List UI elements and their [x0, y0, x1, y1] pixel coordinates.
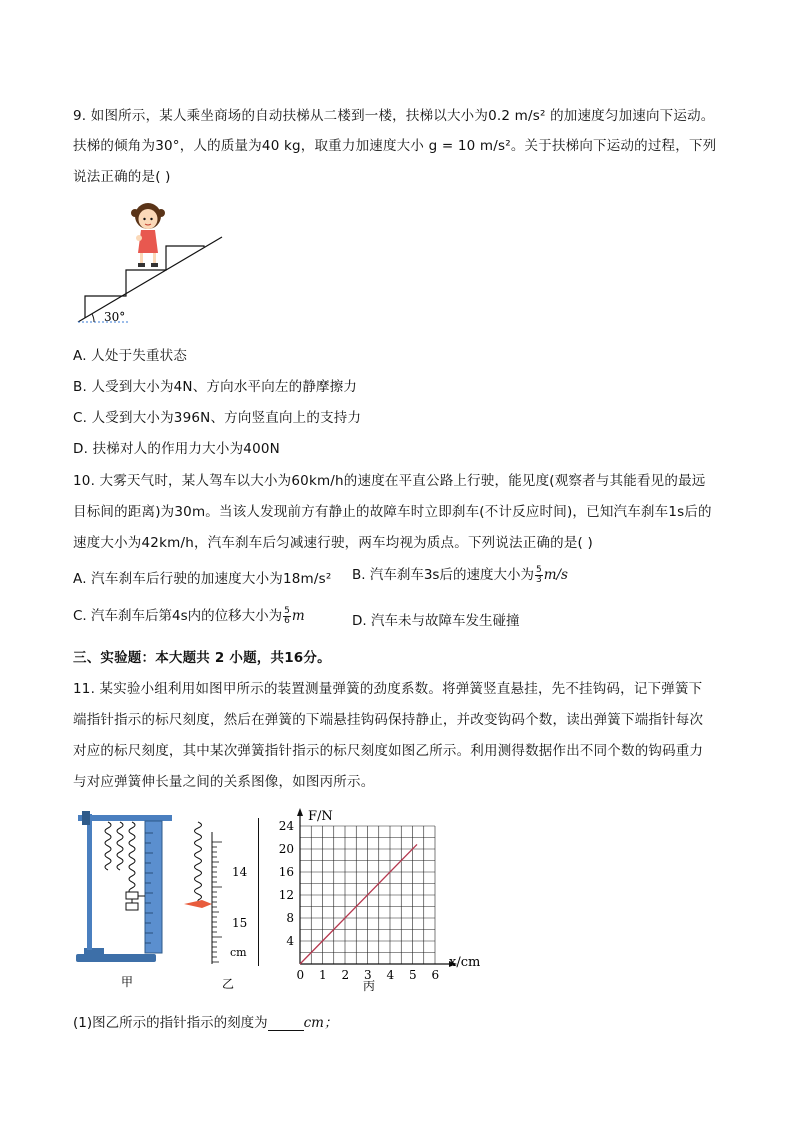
q10-line-2: 目标间的距离)为30m。当该人发现前方有静止的故障车时立即刹车(不计反应时间)，已知汽车刹车1s后的 [73, 504, 712, 520]
fraction-numerator: 5 [284, 605, 290, 616]
q10-option-d: D. 汽车未与故障车发生碰撞 [352, 613, 520, 629]
q10-option-c-text: C. 汽车刹车后第4s内的位移大小为 [73, 608, 283, 624]
y-tick-label: 16 [278, 865, 294, 879]
x-tick-label: 4 [386, 968, 395, 982]
x-tick-label: 6 [431, 968, 440, 982]
q11-sub1-unit: cm； [303, 1015, 338, 1031]
x-tick-label: 0 [296, 968, 305, 982]
y-axis-arrow [297, 808, 303, 816]
ruler-unit: cm [230, 946, 247, 959]
q9-option-a: A. 人处于失重状态 [73, 348, 188, 364]
x-tick-label: 5 [409, 968, 417, 982]
y-tick-label: 4 [286, 934, 294, 948]
girl-figure [131, 203, 165, 267]
ruler-detail-figure [178, 812, 258, 994]
q11-line-2: 端指针指示的标尺刻度，然后在弹簧的下端悬挂钩码保持静止，并改变钩码个数，读出弹簧下端指针每次 [73, 712, 704, 728]
force-extension-chart [270, 800, 490, 996]
y-tick-label: 8 [286, 911, 294, 925]
x-tick-label: 1 [319, 968, 327, 982]
q9-line-1: 9. 如图所示，某人乘坐商场的自动扶梯从二楼到一楼，扶梯以大小为0.2 m/s² 的加速度匀加速向下运动。 [73, 108, 715, 124]
figure-divider [258, 818, 259, 966]
q9-option-d: D. 扶梯对人的作用力大小为400N [73, 441, 280, 457]
fraction-denominator: 6 [284, 615, 290, 626]
q11-sub1-text: (1)图乙所示的指针指示的刻度为 [73, 1015, 268, 1031]
x-axis-label: x/cm [449, 955, 481, 970]
label-jia: 甲 [121, 975, 134, 989]
fraction-denominator: 3 [535, 574, 542, 585]
q10-option-a: A. 汽车刹车后行驶的加速度大小为18m/s² [73, 571, 332, 587]
q10-option-b [352, 563, 568, 585]
q10-option-b-fraction [535, 566, 543, 585]
q11-line-1: 11. 某实验小组利用如图甲所示的装置测量弹簧的劲度系数。将弹簧竖直悬挂，先不挂钩码，记下弹簧下 [73, 681, 703, 697]
label-bing: 丙 [363, 979, 376, 993]
series-line [300, 844, 417, 964]
x-tick-label: 3 [364, 968, 372, 982]
x-tick-label: 2 [341, 968, 350, 982]
label-yi: 乙 [222, 977, 235, 991]
spring-apparatus-figure [70, 808, 180, 993]
section-heading: 三、实验题：本大题共 2 小题，共16分。 [73, 650, 331, 666]
fraction-numerator: 5 [535, 564, 542, 575]
y-tick-label: 24 [278, 819, 294, 833]
q10-option-c-fraction [283, 607, 291, 626]
q10-line-1: 10. 大雾天气时，某人驾车以大小为60km/h的速度在平直公路上行驶，能见度(观察者与其能看见的最远 [73, 473, 706, 489]
angle-label: 30° [104, 310, 126, 324]
q9-option-c: C. 人受到大小为396N、方向竖直向上的支持力 [73, 410, 362, 426]
answer-blank[interactable] [268, 1017, 304, 1031]
chart-tick-labels [279, 809, 481, 982]
y-tick-label: 20 [278, 842, 294, 856]
y-axis-label: F/N [308, 809, 333, 824]
q9-line-2: 扶梯的倾角为30°，人的质量为40 kg，取重力加速度大小 g = 10 m/s²。关于扶梯向下运动的过程，下列 [73, 138, 717, 154]
chart-series [300, 844, 417, 964]
q10-option-c-unit: m [291, 608, 305, 624]
q10-line-3: 速度大小为42km/h，汽车刹车后匀减速行驶，两车均视为质点。下列说法正确的是( ) [73, 535, 593, 551]
q9-option-b: B. 人受到大小为4N、方向水平向左的静摩擦力 [73, 379, 358, 395]
ruler-tick-15: 15 [232, 916, 248, 930]
q9-line-3: 说法正确的是( ) [73, 169, 171, 185]
q10-option-b-text: B. 汽车刹车3s后的速度大小为 [352, 567, 534, 583]
q10-option-c [73, 604, 305, 626]
ruler-tick-14: 14 [232, 865, 248, 879]
y-tick-label: 12 [278, 888, 294, 902]
escalator-figure [70, 196, 230, 330]
q11-sub1 [73, 1011, 338, 1031]
q11-line-3: 对应的标尺刻度，其中某次弹簧指针指示的标尺刻度如图乙所示。利用测得数据作出不同个数的钩码重力 [73, 743, 704, 759]
q10-option-b-unit: m/s [543, 567, 568, 583]
q11-line-4: 与对应弹簧伸长量之间的关系图像，如图丙所示。 [73, 774, 375, 790]
